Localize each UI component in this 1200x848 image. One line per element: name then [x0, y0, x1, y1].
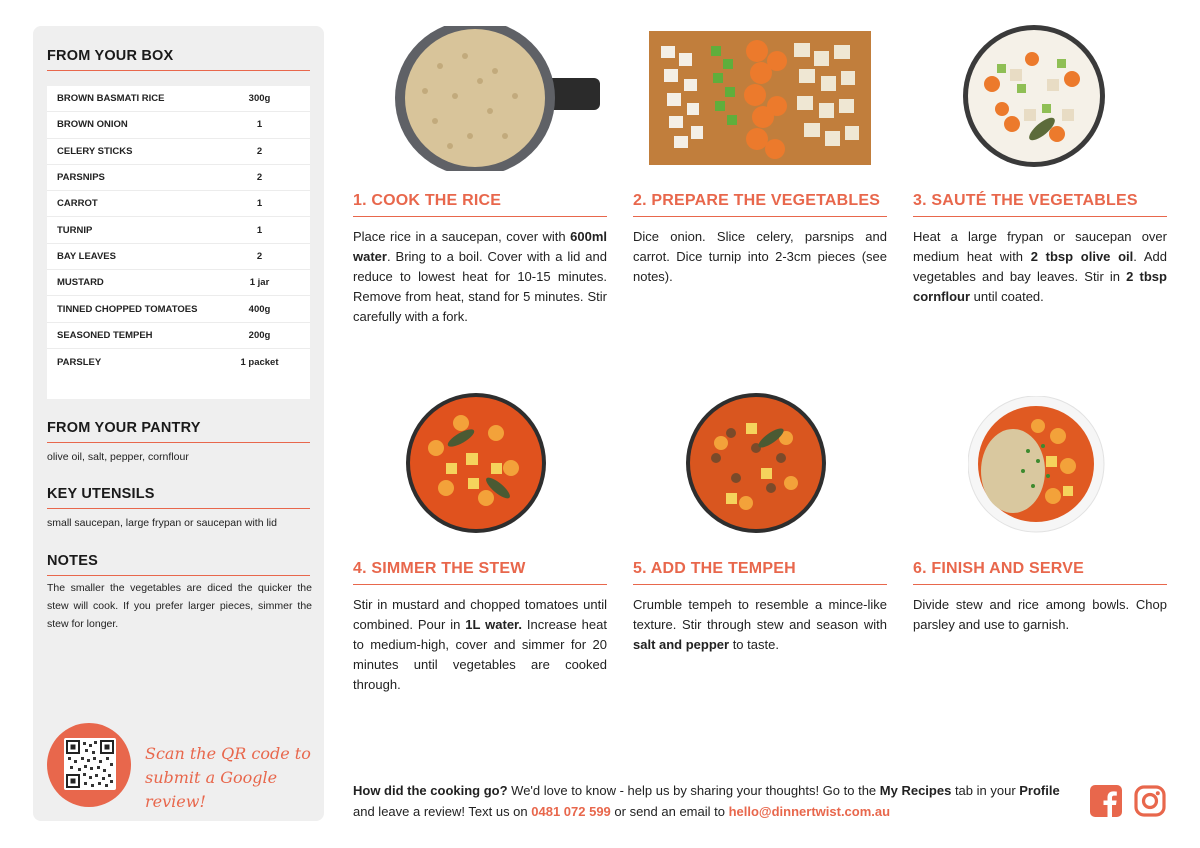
- ingredient-qty: 1 packet: [240, 356, 279, 368]
- footer-text: We'd love to know - help us by sharing your thoughts! Go to the: [507, 783, 880, 798]
- my-recipes-link[interactable]: My Recipes: [879, 783, 952, 798]
- ingredient-name: PARSNIPS: [57, 172, 105, 184]
- ingredient-name: TURNIP: [57, 224, 93, 236]
- facebook-icon[interactable]: [1090, 785, 1122, 817]
- ingredient-qty: 1: [256, 198, 263, 210]
- step-title: 3. SAUTÉ THE VEGETABLES: [913, 192, 1138, 209]
- step-divider: [913, 584, 1167, 585]
- step-text: to taste.: [729, 637, 779, 652]
- ingredient-row: [47, 244, 310, 270]
- ingredient-name: MUSTARD: [57, 277, 104, 289]
- step-title: 4. SIMMER THE STEW: [353, 560, 526, 577]
- ingredient-row: [47, 349, 310, 375]
- step-text: Dice onion. Slice celery, parsnips and carrot. Dice turnip into 2-3cm pieces (see notes).: [633, 229, 887, 284]
- step-text: Crumble tempeh to resemble a mince-like texture. Stir through stew and season with: [633, 597, 887, 632]
- instagram-icon[interactable]: [1134, 785, 1166, 817]
- step-text: Stir in mustard and chopped tomatoes until combined. Pour in: [353, 597, 607, 632]
- ingredient-row: [47, 217, 310, 243]
- pantry-text: olive oil, salt, pepper, cornflour: [47, 451, 189, 463]
- step-divider: [913, 216, 1167, 217]
- qr-code-icon[interactable]: [64, 738, 116, 790]
- step-divider: [633, 216, 887, 217]
- utensils-text: small saucepan, large frypan or saucepan with lid: [47, 517, 277, 529]
- step-body: [353, 227, 607, 327]
- step-title: 6. FINISH AND SERVE: [913, 560, 1084, 577]
- qr-caption-line: Scan the QR code to: [145, 744, 311, 763]
- notes-heading: NOTES: [47, 553, 98, 569]
- ingredient-row: [47, 165, 310, 191]
- notes-text: The smaller the vegetables are diced the quicker the stew will cook. If you prefer larger pieces, simmer the stew for longer.: [47, 582, 312, 630]
- ingredient-name: CARROT: [57, 198, 98, 210]
- step-divider: [353, 216, 607, 217]
- step-emphasis: 600ml water: [353, 229, 607, 264]
- step-title: 5. ADD THE TEMPEH: [633, 560, 796, 577]
- step-text: . Add vegetables and bay leaves. Stir in: [913, 249, 1167, 284]
- finished-dish-image: [968, 396, 1105, 533]
- qr-caption: [145, 742, 324, 814]
- chopped-vegetables-image: [649, 31, 871, 165]
- step-emphasis: 2 tbsp cornflour: [913, 269, 1167, 304]
- ingredient-row: [47, 296, 310, 322]
- step-body: [353, 595, 607, 695]
- ingredient-name: BAY LEAVES: [57, 250, 116, 262]
- step-text: Increase heat to medium-high, cover and simmer for 20 minutes until vegetables are cooked through.: [353, 617, 607, 692]
- phone-link[interactable]: 0481 072 599: [531, 804, 611, 819]
- qr-caption-line: submit a Google review!: [145, 768, 278, 811]
- tempeh-stew-image: [686, 393, 827, 534]
- footer-text: tab in your: [951, 783, 1020, 798]
- ingredient-name: BROWN ONION: [57, 119, 128, 131]
- divider: [47, 442, 310, 443]
- rice-pot-image: [395, 26, 605, 171]
- step-divider: [633, 584, 887, 585]
- ingredients-table: [47, 86, 310, 399]
- ingredient-row: [47, 323, 310, 349]
- step-emphasis: salt and pepper: [633, 637, 730, 652]
- ingredient-row: [47, 270, 310, 296]
- ingredient-row: [47, 139, 310, 165]
- ingredient-row: [47, 86, 310, 112]
- ingredient-name: CELERY STICKS: [57, 145, 133, 157]
- step-text: Divide stew and rice among bowls. Chop parsley and use to garnish.: [913, 597, 1167, 632]
- step-body: [633, 595, 887, 655]
- divider: [47, 70, 310, 71]
- email-link[interactable]: hello@dinnertwist.com.au: [728, 804, 891, 819]
- footer-text: or send an email to: [610, 804, 729, 819]
- ingredient-name: PARSLEY: [57, 356, 102, 368]
- step-emphasis: 2 tbsp olive oil: [1030, 249, 1134, 264]
- divider: [47, 508, 310, 509]
- footer-feedback: [353, 780, 1073, 822]
- qr-badge: [47, 723, 131, 807]
- from-your-box-heading: FROM YOUR BOX: [47, 48, 174, 64]
- step-text: . Bring to a boil. Cover with a lid and reduce to lowest heat for 10-15 minutes. Remove from heat, stand for 5 minutes. Stir carefully with a fork.: [353, 249, 607, 324]
- ingredient-qty: 200g: [248, 329, 271, 341]
- ingredient-row: [47, 191, 310, 217]
- step-body: [633, 227, 887, 287]
- ingredient-qty: 1: [256, 224, 263, 236]
- ingredient-row: [47, 112, 310, 138]
- footer-question: How did the cooking go?: [353, 783, 508, 798]
- utensils-heading: KEY UTENSILS: [47, 486, 155, 502]
- sidebar: [33, 26, 324, 821]
- step-title: 1. COOK THE RICE: [353, 192, 502, 209]
- ingredient-qty: 2: [256, 172, 263, 184]
- ingredient-name: BROWN BASMATI RICE: [57, 93, 165, 105]
- ingredient-qty: 1 jar: [249, 277, 270, 289]
- step-title: 2. PREPARE THE VEGETABLES: [633, 192, 881, 209]
- profile-link[interactable]: Profile: [1019, 783, 1060, 798]
- ingredient-name: TINNED CHOPPED TOMATOES: [57, 303, 198, 315]
- step-text: until coated.: [970, 289, 1044, 304]
- ingredient-qty: 2: [256, 145, 263, 157]
- saute-pan-image: [962, 24, 1107, 169]
- step-body: [913, 595, 1167, 635]
- ingredient-qty: 1: [256, 119, 263, 131]
- ingredient-qty: 300g: [248, 93, 271, 105]
- step-text: Place rice in a saucepan, cover with: [353, 229, 571, 244]
- step-body: [913, 227, 1167, 307]
- ingredient-qty: 400g: [248, 303, 271, 315]
- divider: [47, 575, 310, 576]
- step-text: Heat a large frypan or saucepan over medium heat with: [913, 229, 1167, 264]
- step-divider: [353, 584, 607, 585]
- ingredient-qty: 2: [256, 250, 263, 262]
- ingredient-name: SEASONED TEMPEH: [57, 329, 153, 341]
- footer-text: and leave a review! Text us on: [353, 804, 532, 819]
- pantry-heading: FROM YOUR PANTRY: [47, 420, 201, 436]
- step-emphasis: 1L water.: [465, 617, 522, 632]
- simmer-stew-image: [406, 393, 547, 534]
